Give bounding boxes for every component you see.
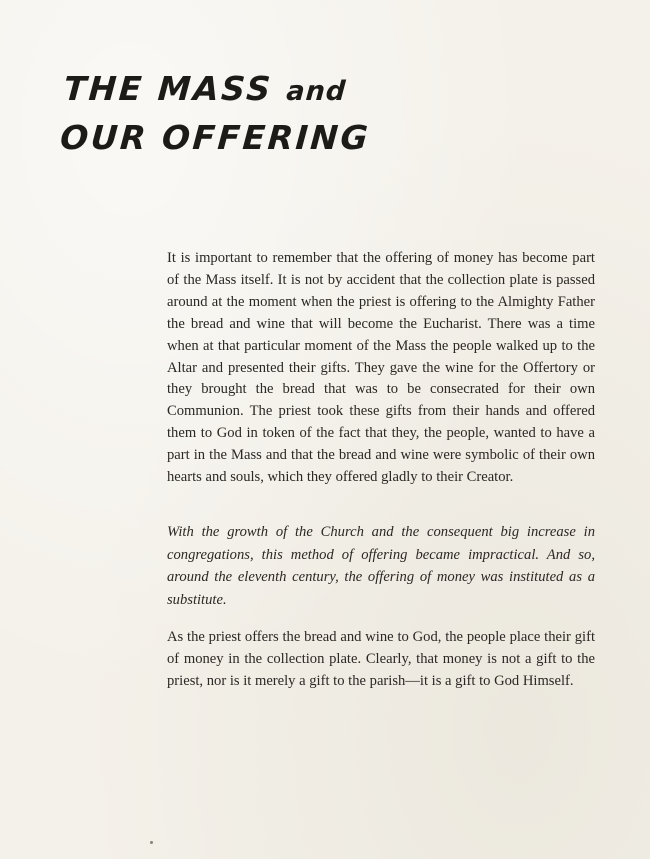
page-title <box>59 66 375 161</box>
paragraph-1: It is important to remember that the offering of money has become part of the Mass itself. It is not by accident that the collection plate is passed around at the moment when the priest is offering to the Almighty Father the bread and wine that will become the Eucharist. There was a time when at that particular moment of the Mass the people walked up to the Altar and presented their gifts. They gave the wine for the Offertory or they brought the bread that was to be consecrated for their own Communion. The priest took these gifts from their hands and offered them to God in token of the fact that they, the people, wanted to have a part in the Mass and that the bread and wine were symbolic of their own hearts and souls, which they offered gladly to their Creator. <box>167 250 595 486</box>
paragraph-2-italic: With the growth of the Church and the consequent big increase in congregations, this method of offering became impractical. And so, around the eleventh century, the offering of money was instituted as a substitute. <box>167 524 595 608</box>
title-main-text: THE MASS <box>62 69 275 108</box>
title-line-2: OUR OFFERING <box>58 118 372 157</box>
paragraph-3: As the priest offers the bread and wine to God, the people place their gift of money in the collection plate. Clearly, that money is not a gift to the priest, nor is it merely a gift to the parish—it is a gift to God Himself. <box>167 629 595 689</box>
title-and-text: and <box>285 76 348 107</box>
title-line-1 <box>62 66 375 115</box>
paper-speck <box>150 841 153 844</box>
